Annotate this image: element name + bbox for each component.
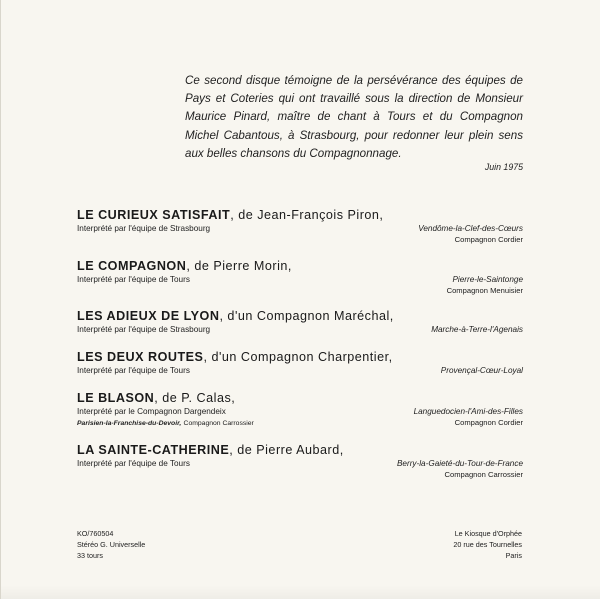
song-performer: Interprété par l'équipe de Tours [77, 366, 190, 375]
song-origin: Pierre-le-Saintonge [452, 275, 523, 284]
song-composer: , de Pierre Aubard, [229, 443, 344, 457]
intro-date: Juin 1975 [484, 162, 523, 172]
record-format: Stéréo G. Universelle [77, 540, 146, 549]
song-composer: , de Jean-François Piron, [230, 208, 384, 222]
publisher-address: 20 rue des Tournelles [453, 540, 522, 549]
song-heading [77, 443, 523, 458]
song-performer: Interprété par l'équipe de Tours [77, 459, 190, 468]
song-entry [77, 443, 523, 480]
song-title: LE COMPAGNON [77, 259, 187, 273]
publisher-city: Paris [505, 551, 522, 560]
record-speed: 33 tours [77, 551, 103, 560]
song-rank: Compagnon Cordier [454, 418, 523, 427]
song-heading [77, 208, 523, 223]
song-origin: Provençal-Cœur-Loyal [440, 366, 523, 375]
song-entry [77, 208, 523, 245]
song-origin: Marche-à-Terre-l'Agenais [431, 325, 523, 334]
song-credits [77, 274, 523, 285]
song-composer: , d'un Compagnon Maréchal, [219, 309, 394, 323]
song-performer-rank: Compagnon Carrossier [183, 420, 254, 427]
song-heading [77, 391, 523, 406]
song-rank: Compagnon Carrossier [444, 470, 523, 479]
song-composer: , de P. Calas, [154, 391, 236, 405]
song-performer-name: Parisien-la-Franchise-du-Devoir, [77, 420, 182, 427]
footer-publisher-info [453, 528, 522, 561]
catalog-number: KO/760504 [77, 529, 114, 538]
song-title: LE CURIEUX SATISFAIT [77, 208, 231, 222]
song-performer: Interprété par l'équipe de Strasbourg [77, 224, 211, 233]
song-performer: Interprété par le Compagnon Dargendeix [77, 407, 226, 416]
song-entry [77, 259, 523, 296]
song-entry [77, 350, 523, 376]
footer-catalog-info [77, 528, 145, 561]
publisher-name: Le Kiosque d'Orphée [454, 529, 522, 538]
song-credits [77, 223, 523, 234]
song-performer: Interprété par l'équipe de Strasbourg [77, 325, 211, 334]
song-heading [77, 350, 523, 365]
song-composer: , de Pierre Morin, [186, 259, 292, 273]
song-origin: Languedocien-l'Ami-des-Filles [413, 407, 523, 416]
song-heading [77, 259, 523, 274]
song-title: LES DEUX ROUTES [77, 350, 204, 364]
song-origin: Berry-la-Gaieté-du-Tour-de-France [396, 459, 523, 468]
intro-paragraph: Ce second disque témoigne de la persévérance des équipes de Pays et Coteries qui ont travaillé sous la direction de Monsieur Maurice Pinard, maître de chant à Tours et du Compagnon Michel Cabantous, à Strasbourg, pour redonner leur plein sens aux belles chansons du Compagnonnage. [185, 74, 523, 160]
song-title: LES ADIEUX DE LYON [77, 309, 220, 323]
song-heading [77, 309, 523, 324]
song-title: LE BLASON [77, 391, 155, 405]
song-credits [77, 458, 523, 469]
song-credits [77, 406, 523, 417]
song-rank: Compagnon Cordier [454, 235, 523, 244]
song-performer: Interprété par l'équipe de Tours [77, 275, 190, 284]
song-rank: Compagnon Menuisier [446, 286, 523, 295]
song-credits-extra [77, 417, 523, 429]
song-title: LA SAINTE-CATHERINE [77, 443, 230, 457]
song-entry [77, 391, 523, 429]
song-performer-detail [77, 417, 254, 429]
song-credits [77, 365, 523, 376]
sleeve-bottom-edge [1, 585, 600, 599]
song-credits [77, 324, 523, 335]
song-entry [77, 309, 523, 335]
song-composer: , d'un Compagnon Charpentier, [203, 350, 393, 364]
song-origin: Vendôme-la-Clef-des-Cœurs [418, 224, 523, 233]
